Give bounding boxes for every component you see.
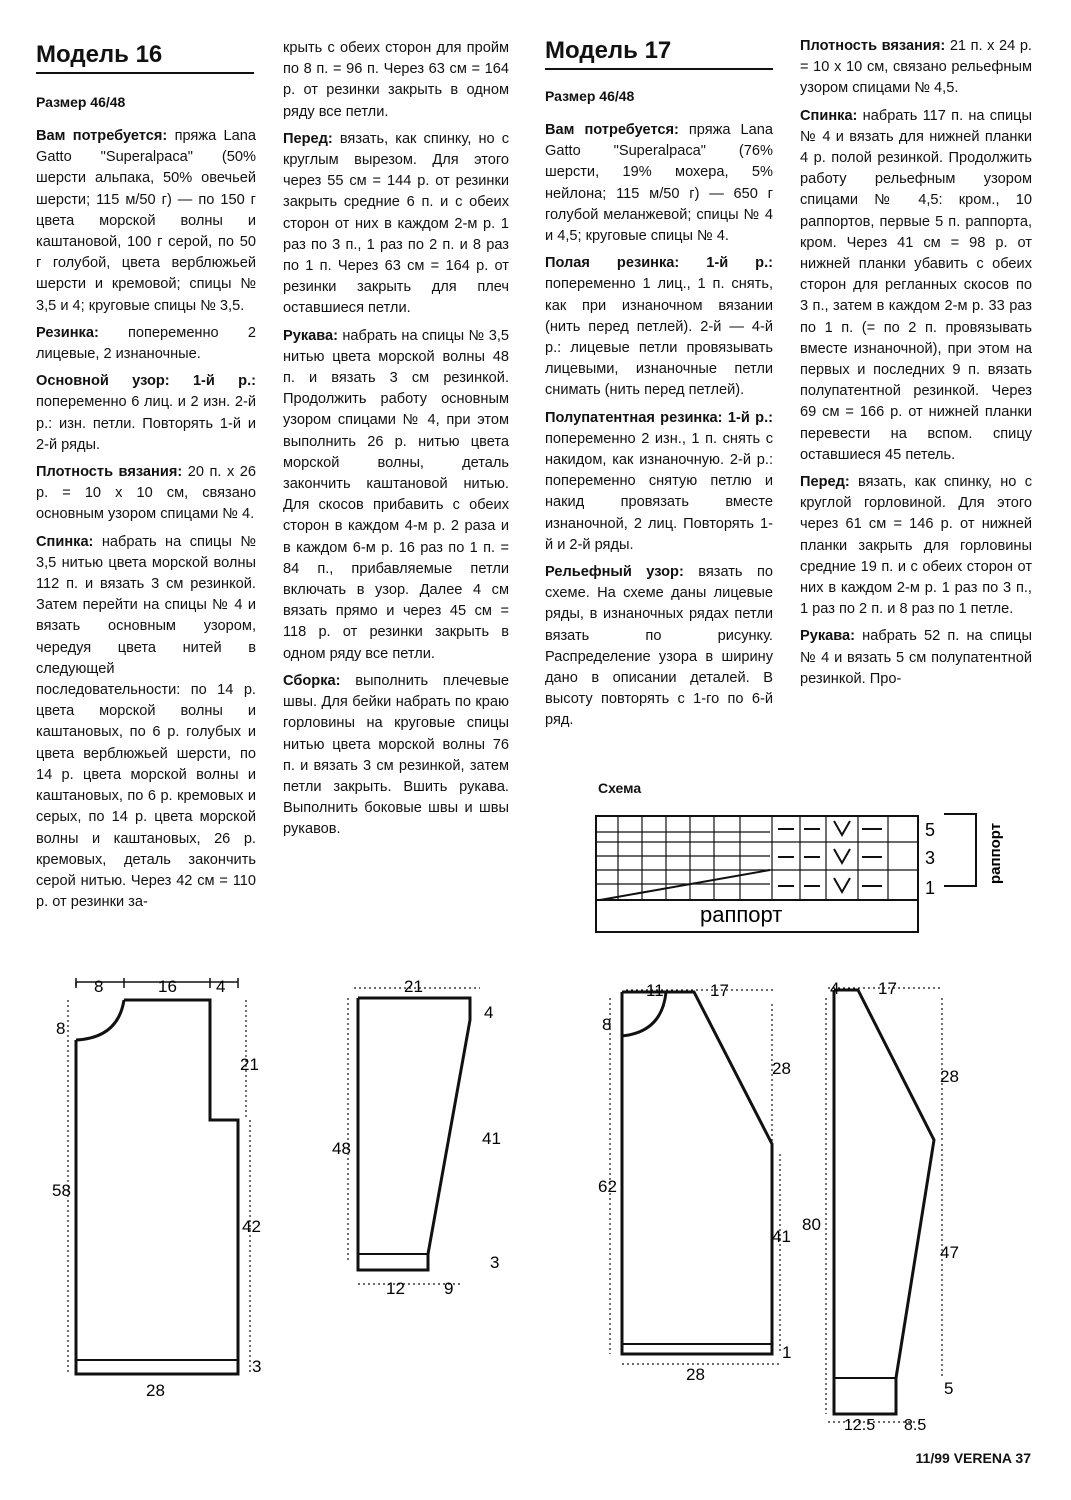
schema-title: Схема: [598, 780, 642, 796]
model17-title: Модель 17: [545, 37, 672, 64]
col2-heading: Рукава:: [283, 327, 339, 344]
sleeve16-top-right: 4: [484, 1003, 494, 1022]
col3-text: пряжа Lana Gatto "Superalpaca" (76% шерсти, 19% мохера, 5% нейлона; 115 м/50 г) — 650 г голубой меланжевой; спицы № 4 и 4,5; круговые спицы № 4.: [545, 122, 773, 245]
model17-column-1: [545, 120, 773, 738]
back16-top-left: 8: [94, 977, 104, 996]
schema-rapport-label: раппорт: [700, 902, 783, 927]
sleeve17-top-right: 17: [878, 979, 897, 998]
col3-paragraph: [545, 408, 773, 556]
col1-heading: Резинка:: [36, 324, 99, 341]
back16-rib: 3: [252, 1357, 262, 1376]
back16-total: 58: [52, 1181, 71, 1200]
col2-text: набрать на спицы № 3,5 нитью цвета морской волны 48 п. и вязать 3 см резинкой. Продолжить работу основным узором спицами № 4, при этом выполнить 26 р. нитью цвета морской волны, деталь закончить каштановой нитью. Для скосов прибавить с обеих сторон в каждом 4-м р. 2 раза и в каждом 6-м р. 16 раз по 1 п. = 84 п., прибавляемые петли включать в узор. Далее 4 см вязать прямо и через 45 см = 118 р. от резинки закрыть в одном ряду все петли.: [283, 327, 509, 662]
back16-bottom: 28: [146, 1381, 165, 1400]
schema-rapport-side: раппорт: [987, 822, 1004, 884]
model16-title: Модель 16: [36, 41, 163, 68]
col1-text: набрать на спицы № 3,5 нитью цвета морской волны 112 п. и вязать 3 см резинкой. Затем перейти на спицы № 4 и вязать основным узором, чередуя цвета нитей в следующей последовательности: по 14 р. цвета морской волны и каштановых, по 6 р. голубых и цвета верблюжьей шерсти, по 14 р. цвета морской волны и каштановых, по 6 р. кремовых и серых, по 14 р. цвета морской волны и каштановых, 26 р. кремовых, деталь закончить серой нитью. Через 42 см = 110 р. от резинки за-: [36, 533, 256, 911]
schema-chart: [590, 808, 1030, 938]
col4-text: 21 п. х 24 р. = 10 х 10 см, связано рельефным узором спицами № 4,5.: [800, 38, 1032, 97]
col1-heading: Вам потребуется:: [36, 128, 168, 144]
schema-row-3: 3: [925, 848, 936, 868]
model17-column-2: [800, 36, 1032, 696]
back17-total: 62: [598, 1177, 617, 1196]
col3-text: попеременно 2 изн., 1 п. снять с накидом, как изнаночную. 2-й р.: попеременно снятую петлю и накид провязать вместе изнаночной, 2 лиц. Повторять 1-й и 2-й ряды.: [545, 430, 773, 553]
col1-heading: Основной узор: 1-й р.:: [36, 373, 256, 390]
back17-rib: 1: [782, 1343, 792, 1362]
col1-paragraph: [36, 126, 256, 317]
col4-paragraph: [800, 36, 1032, 100]
col4-paragraph: [800, 106, 1032, 466]
diagram-sleeve-16: [324, 972, 524, 1302]
col2-paragraph: [283, 38, 509, 123]
col2-paragraph: [283, 671, 509, 841]
col1-paragraph: [36, 532, 256, 914]
sleeve16-bottom-left: 12: [386, 1279, 405, 1298]
col1-heading: Спинка:: [36, 533, 94, 550]
col4-heading: Рукава:: [800, 628, 856, 645]
model17-rule: [545, 68, 773, 70]
sleeve17-top-left: 4: [830, 979, 840, 998]
model16-column-2: [283, 38, 509, 847]
sleeve16-top: 21: [404, 977, 423, 996]
col3-paragraph: [545, 253, 773, 401]
sleeve17-side: 47: [940, 1243, 959, 1262]
back16-side: 42: [242, 1217, 261, 1236]
sleeve16-bottom-right: 9: [444, 1279, 454, 1298]
back16-top-mid: 16: [158, 977, 177, 996]
col3-paragraph: [545, 562, 773, 732]
col1-text: пряжа Lana Gatto "Superalpaca" (50% шерсти альпака, 50% овечьей шерсти; 115 м/50 г) — по 150 г цвета морской волны и каштановой, 100 г серой, по 50 г голубой, цвета верблюжьей шерсти и кремовой; спицы № 3,5 и 4; круговые спицы № 3,5.: [36, 128, 256, 314]
back16-armhole: 21: [240, 1055, 259, 1074]
col2-text: крыть с обеих сторон для пройм по 8 п. = 96 п. Через 63 см = 164 р. от резинки закрыть в одном ряду все петли.: [283, 40, 509, 120]
back17-neck: 8: [602, 1015, 612, 1034]
col4-heading: Спинка:: [800, 107, 858, 124]
sleeve17-rib: 5: [944, 1379, 954, 1398]
col2-text: выполнить плечевые швы. Для бейки набрать по краю горловины на круговые спицы нитью цвета морской волны 76 п. и вязать 3 см резинкой, затем петли закрыть. Вшить рукава. Выполнить боковые швы и швы рукавов.: [283, 672, 509, 838]
col4-heading: Перед:: [800, 474, 850, 491]
diagram-back-17: [596, 978, 796, 1388]
col3-text: вязать по схеме. На схеме даны лицевые ряды, в изнаночных рядах петли вязать по рисунку. Распределение узора в ширину дано в описании деталей. В высоту повторять с 1-го по 6-й ряд.: [545, 564, 773, 729]
col4-text: вязать, как спинку, но с круглой горловиной. Для этого через 61 см = 146 р. от нижней планки закрыть для горловины средние 19 п. и с обеих сторон от них в каждом 2-м р. 1 раз по 3 п., 1 раз по 2 п. и 8 раз по 1 петле.: [800, 474, 1032, 618]
model16-rule: [36, 72, 254, 74]
model16-size: Размер 46/48: [36, 94, 126, 110]
back17-raglan: 28: [772, 1059, 791, 1078]
back16-top-right: 4: [216, 977, 226, 996]
back17-bottom: 28: [686, 1365, 705, 1384]
schema-row-1: 1: [925, 878, 936, 898]
model16-column-1: [36, 126, 256, 919]
sleeve17-raglan: 28: [940, 1067, 959, 1086]
col4-paragraph: [800, 626, 1032, 690]
col3-heading: Рельефный узор:: [545, 564, 684, 581]
col2-paragraph: [283, 129, 509, 320]
sleeve16-rib: 3: [490, 1253, 500, 1272]
col1-heading: Плотность вязания:: [36, 464, 183, 481]
col4-text: набрать 117 п. на спицы № 4 и вязать для нижней планки 4 р. полой резинкой. Продолжить работу рельефным узором спицами № 4,5: кром., 10 раппортов, первые 5 п. раппорта, кром. Через 41 см = 98 р. от нижней планки убавить с обеих сторон для регланных скосов по 3 п., затем в каждом 2-м р. 33 раз по 1 п. (= по 2 п. провязывать вместе изнаночной), при этом на первых и последних 9 п. вязать полупатентной резинкой. Через 69 см = 166 р. от нижней планки перевести на вспом. спицу оставшиеся 45 петель.: [800, 107, 1032, 463]
col1-paragraph: [36, 462, 256, 526]
col3-text: попеременно 1 лиц., 1 п. снять, как при изнаночном вязании (нить перед петлей). 2-й — 4-й р.: лицевые петли провязывать лицевыми, изнаночные петли снимать (нить перед петлей).: [545, 276, 773, 399]
back17-side: 41: [772, 1227, 791, 1246]
col4-heading: Плотность вязания:: [800, 38, 946, 54]
col2-paragraph: [283, 326, 509, 665]
back16-neck: 8: [56, 1019, 66, 1038]
col4-paragraph: [800, 472, 1032, 620]
back17-top-right: 17: [710, 981, 729, 1000]
back17-top-left: 11: [646, 981, 664, 1000]
col3-paragraph: [545, 120, 773, 247]
col1-text: попеременно 6 лиц. и 2 изн. 2-й р.: изн. петли. Повторять 1-й и 2-й ряды.: [36, 394, 256, 453]
sleeve17-bottom-right: 8.5: [904, 1417, 927, 1434]
col2-heading: Перед:: [283, 130, 333, 147]
col2-text: вязать, как спинку, но с круглым вырезом. Для этого через 55 см = 144 р. от резинки закрыть средние 6 п. и с обеих сторон от них в каждом 2-м р. 1 раз по 3 п., 1 раз по 2 п. и 8 раз по 1 п. Через 63 см = 164 р. от резинки закрыть для плеч оставшиеся петли.: [283, 130, 509, 317]
col3-heading: Полупатентная резинка: 1-й р.:: [545, 409, 773, 426]
col1-paragraph: [36, 371, 256, 456]
diagram-sleeve-17: [800, 978, 980, 1438]
col3-heading: Вам потребуется:: [545, 122, 679, 138]
sleeve17-bottom-left: 12.5: [844, 1417, 876, 1434]
sleeve16-slope: 41: [482, 1129, 501, 1148]
col3-heading: Полая резинка: 1-й р.:: [545, 255, 773, 272]
col4-text: набрать 52 п. на спицы № 4 и вязать 5 см полупатентной резинкой. Про-: [800, 628, 1032, 687]
sleeve17-total: 80: [802, 1215, 821, 1234]
col1-text: попеременно 2 лицевые, 2 изнаночные.: [36, 324, 256, 363]
page-footer: 11/99 VERENA 37: [915, 1450, 1031, 1466]
schema-row-5: 5: [925, 820, 936, 840]
diagram-back-16: [40, 972, 280, 1402]
col1-paragraph: [36, 323, 256, 365]
col1-text: 20 п. х 26 р. = 10 х 10 см, связано основным узором спицами № 4.: [36, 464, 256, 523]
model17-size: Размер 46/48: [545, 88, 635, 104]
col2-heading: Сборка:: [283, 672, 341, 689]
sleeve16-height: 48: [332, 1139, 351, 1158]
